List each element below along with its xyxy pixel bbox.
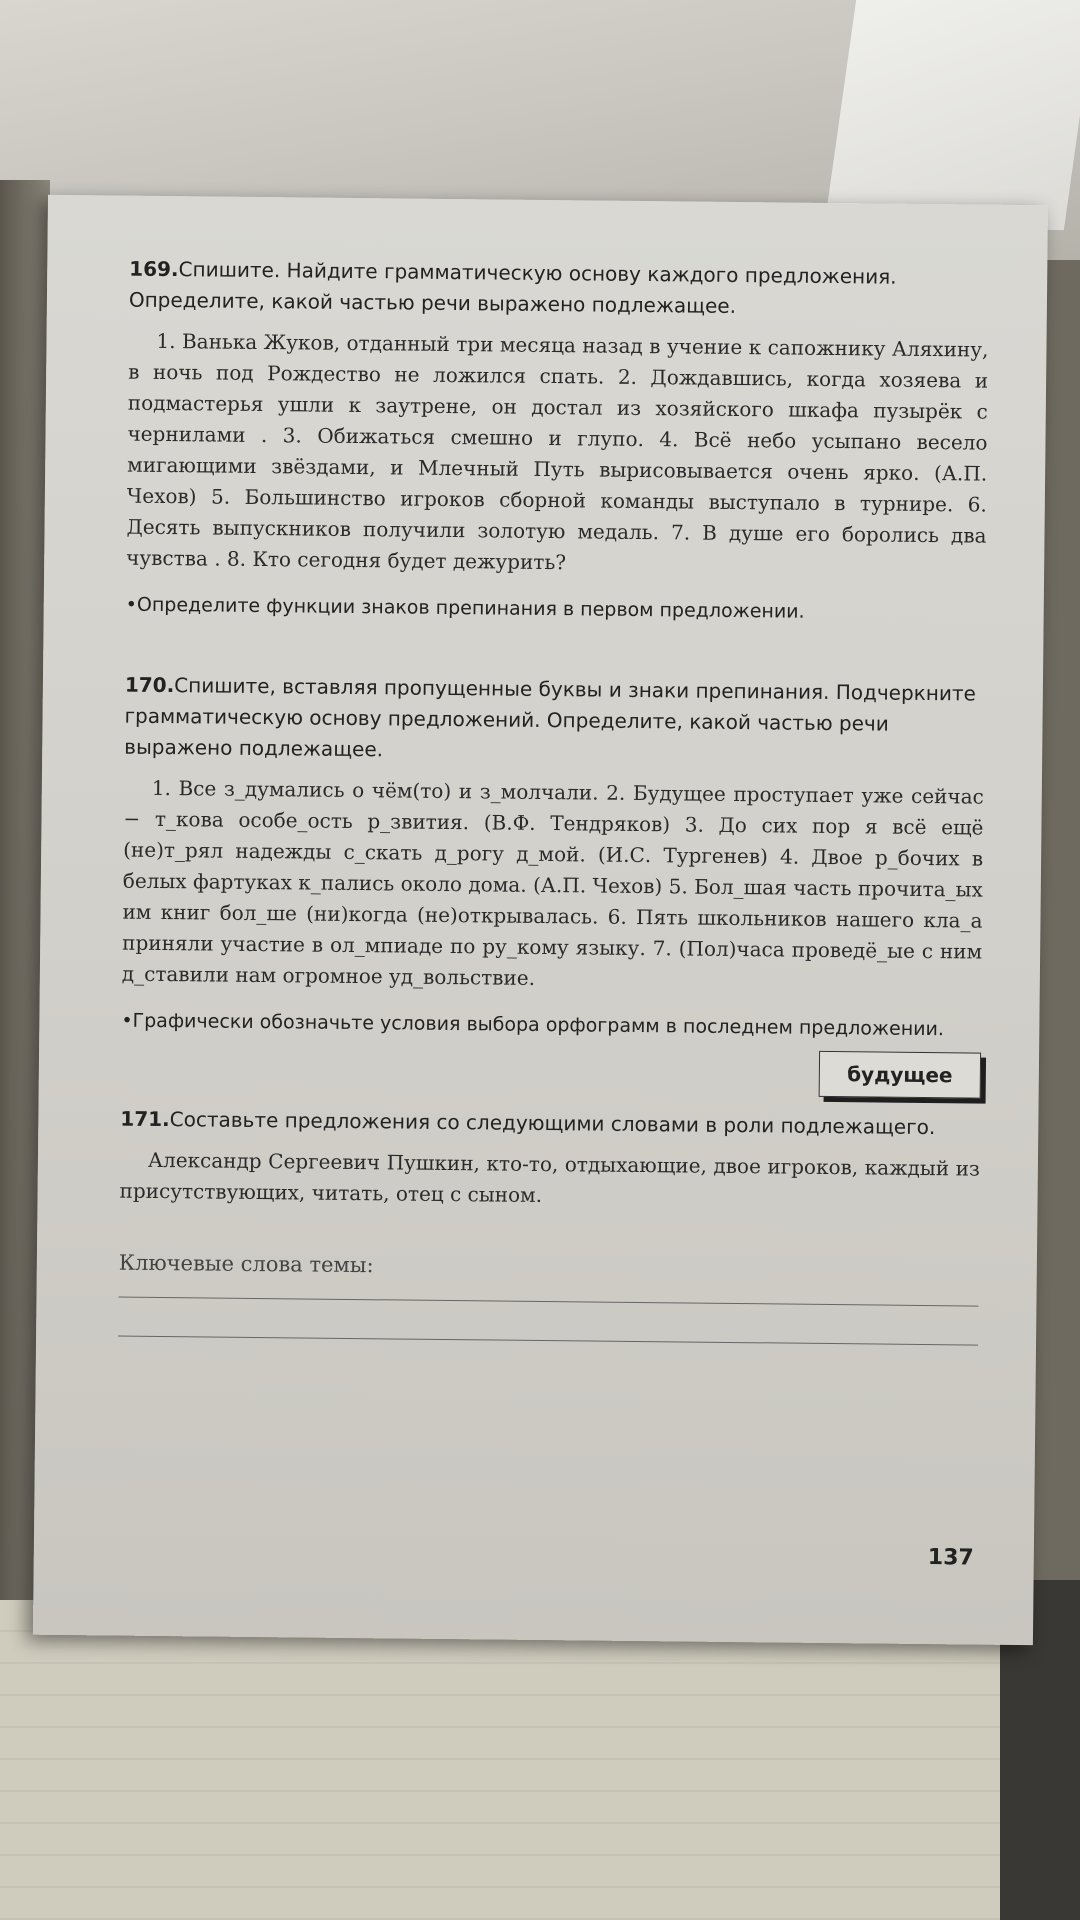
textbook-page [33, 195, 1048, 1645]
task-170-heading [124, 670, 985, 772]
task-number: 169. [129, 256, 179, 282]
task-169-bullet: •Определите функции знаков препинания в первом предложении. [125, 593, 805, 623]
word-tag-box [819, 1051, 981, 1099]
task-169 [126, 254, 990, 629]
background-notebook-paper [0, 1600, 1080, 1920]
task-170-bullet: •Графически обозначьте условия выбора орфограмм в последнем предложении. [121, 1009, 945, 1041]
task-instruction: Составьте предложения со следующими словами в роли подлежащего. [169, 1107, 936, 1140]
answer-line [118, 1297, 978, 1307]
background-paper-sheet [824, 0, 1080, 230]
task-170 [121, 670, 985, 1099]
task-171-text: Александр Сергеевич Пушкин, кто-то, отдыхающие, двое игроков, каждый из присутствующих, читать, отец с сыном. [119, 1147, 981, 1207]
spacer [125, 620, 985, 679]
page-number: 137 [927, 1545, 974, 1571]
task-170-text: 1. Все з_думались о чём(то) и з_молчали. 2. Будущее проступает уже сейчас − т_кова особе_ость р_звития. (В.Ф. Тендряков) 3. До сих пор я всё ещё (не)т_рял надежды с_скать д_рогу д_мой. (И.С. Тургенев) 4. Двое р_бочих в белых фартуках к_пались около дома. (А.П. Чехов) 5. Бол_шая часть прочита_ых им книг бол_ше (ни)когда (не)открывалась. 6. Пять школьников нашего кла_а приняли участие в ол_мпиаде по ру_кому языку. 7. (Пол)часа проведё_ые с ним д_ставили нам огромное уд_вольствие. [121, 775, 984, 990]
answer-line [118, 1336, 978, 1346]
task-instruction: Спишите. Найдите грамматическую основу каждого предложения. Определите, какой частью речи выражено подлежащее. [128, 257, 897, 318]
task-instruction: Спишите, вставляя пропущенные буквы и знаки препинания. Подчеркните грамматическую основу предложений. Определите, какой частью речи выражено подлежащее. [124, 673, 976, 762]
page-content [118, 254, 989, 1346]
keywords-label: Ключевые слова темы: [118, 1250, 374, 1278]
task-171 [119, 1104, 980, 1216]
task-169-text: 1. Ванька Жуков, отданный три месяца назад в учение к сапожнику Аляхину, в ночь под Рождество не ложился спать. 2. Дождавшись, когда хозяева и подмастерья ушли к заутрене, он достал из хозяйского шкафа пузырёк с чернилами . 3. Обижаться смешно и глупо. 4. Всё небо усыпано весело мигающими звёздами, и Млечный Путь вырисовывается очень ярко. (А.П. Чехов) 5. Большинство игроков сборной команды выступало в турнире. 6. Десять выпускников получили золотую медаль. 7. В душе его боролись два чувства . 8. Кто сегодня будет дежурить? [126, 328, 989, 575]
task-number: 170. [124, 672, 175, 698]
task-number: 171. [120, 1106, 170, 1132]
word-tag-label: будущее [847, 1062, 953, 1088]
task-169-heading [129, 254, 990, 325]
